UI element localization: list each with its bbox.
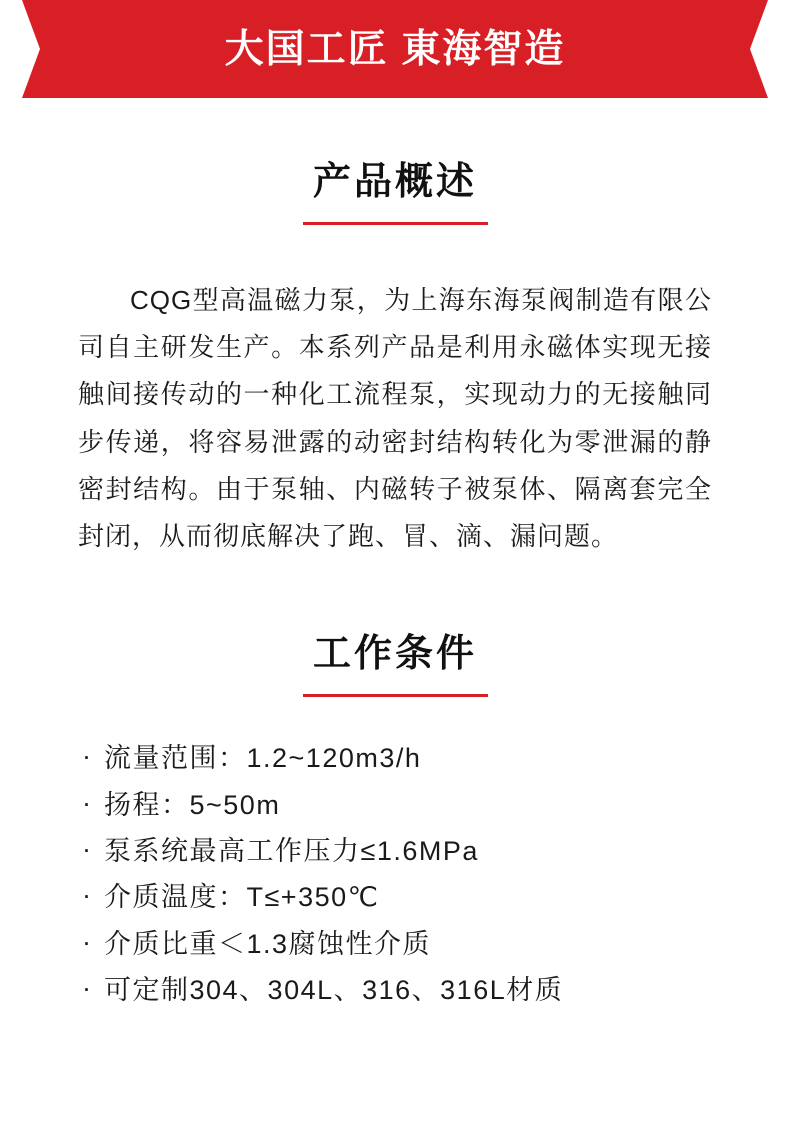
list-item: · 可定制304、304L、316、316L材质 [82, 967, 790, 1013]
working-conditions-list [0, 735, 790, 1014]
banner-notch-right [768, 0, 790, 98]
spacer-above-overview [0, 98, 790, 160]
list-item: · 介质温度：T≤+350℃ [82, 874, 790, 920]
section-overview [0, 160, 790, 560]
header-banner [0, 0, 790, 98]
overview-paragraph: CQG型高温磁力泵，为上海东海泵阀制造有限公司自主研发生产。本系列产品是利用永磁体实现无接触间接传动的一种化工流程泵，实现动力的无接触同步传递，将容易泄露的动密封结构转化为零泄漏的静密封结构。由于泵轴、内磁转子被泵体、隔离套完全封闭，从而彻底解决了跑、冒、滴、漏问题。 [78, 284, 712, 552]
overview-heading: 产品概述 [312, 161, 477, 203]
banner-edge-right [750, 0, 768, 98]
list-item: · 介质比重＜1.3腐蚀性介质 [82, 921, 790, 967]
spacer-above-conditions [0, 560, 790, 632]
section-working-conditions [0, 632, 790, 1013]
list-item: · 扬程：5~50m [82, 782, 790, 828]
banner-notch-left [0, 0, 22, 98]
banner-edge-left [22, 0, 40, 98]
list-item: · 泵系统最高工作压力≤1.6MPa [82, 828, 790, 874]
conditions-heading-rule [303, 694, 488, 697]
conditions-heading-wrap [0, 632, 790, 697]
list-item: · 流量范围：1.2~120m3/h [82, 735, 790, 781]
banner-title: 大国工匠 東海智造 [224, 27, 566, 71]
conditions-heading: 工作条件 [312, 633, 477, 676]
overview-heading-wrap [0, 160, 790, 225]
overview-heading-rule [303, 222, 488, 225]
